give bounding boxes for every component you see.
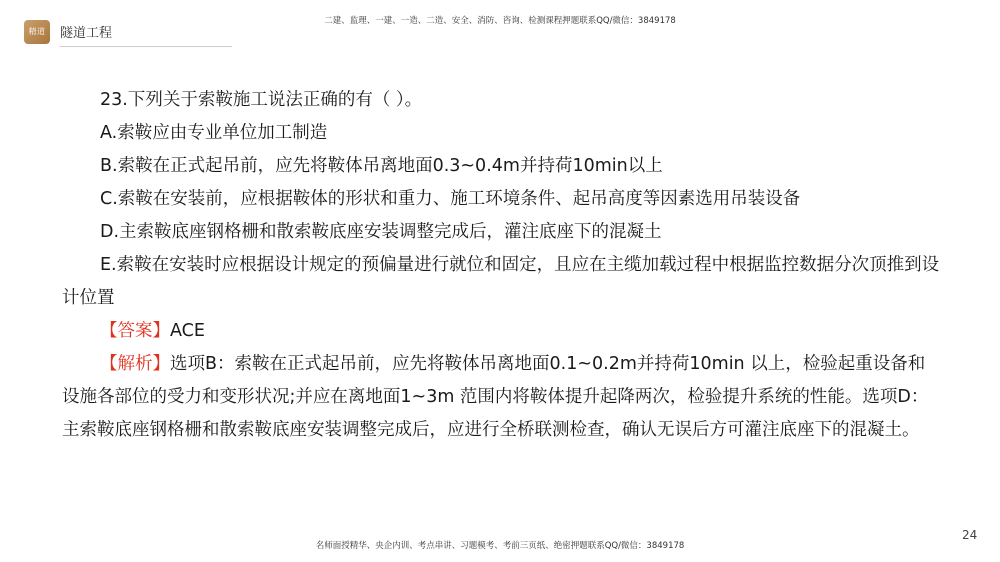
page-number: 24 xyxy=(962,528,978,542)
bottom-contact-banner: 名师面授精华、央企内训、考点串讲、习题模考、考前三页纸、绝密押题联系QQ/微信：3849178 xyxy=(315,541,685,551)
option-b: B.索鞍在正式起吊前，应先将鞍体吊离地面0.3~0.4m并持荷10min以上 xyxy=(100,156,663,176)
course-title: 隧道工程 xyxy=(60,26,113,41)
answer-value: ACE xyxy=(170,321,205,341)
analysis-paragraph xyxy=(62,348,942,447)
option-c: C.索鞍在安装前，应根据鞍体的形状和重力、施工环境条件、起吊高度等因素选用吊装设备 xyxy=(100,189,801,209)
top-contact-banner: 二建、监理、一建、一造、二造、安全、消防、咨询、检测课程押题联系QQ/微信：3849178 xyxy=(324,16,676,26)
brand-logo: 精道 xyxy=(24,20,50,44)
option-e: E.索鞍在安装时应根据设计规定的预偏量进行就位和固定，且应在主缆加载过程中根据监控数据分次顶推到设计位置 xyxy=(62,255,940,308)
header-divider xyxy=(60,46,232,47)
analysis-text: 选项B：索鞍在正式起吊前，应先将鞍体吊离地面0.1~0.2m并持荷10min 以上，检验起重设备和设施各部位的受力和变形状况;并应在离地面1~3m 范围内将鞍体提升起降两次，检验提升系统的性能。选项D：主索鞍底座钢格栅和散索鞍底座安装调整完成后，应进行全桥联测检查，确认无误后方可灌注底座下的混凝土。 xyxy=(62,354,929,440)
analysis-label: 【解析】 xyxy=(100,354,170,374)
option-a: A.索鞍应由专业单位加工制造 xyxy=(100,123,328,143)
answer-line xyxy=(62,315,942,348)
answer-label: 【答案】 xyxy=(100,321,170,341)
question-stem: 23.下列关于索鞍施工说法正确的有（ ）。 xyxy=(100,90,423,110)
option-d: D.主索鞍底座钢格栅和散索鞍底座安装调整完成后，灌注底座下的混凝土 xyxy=(100,222,662,242)
slide-content xyxy=(62,84,942,447)
